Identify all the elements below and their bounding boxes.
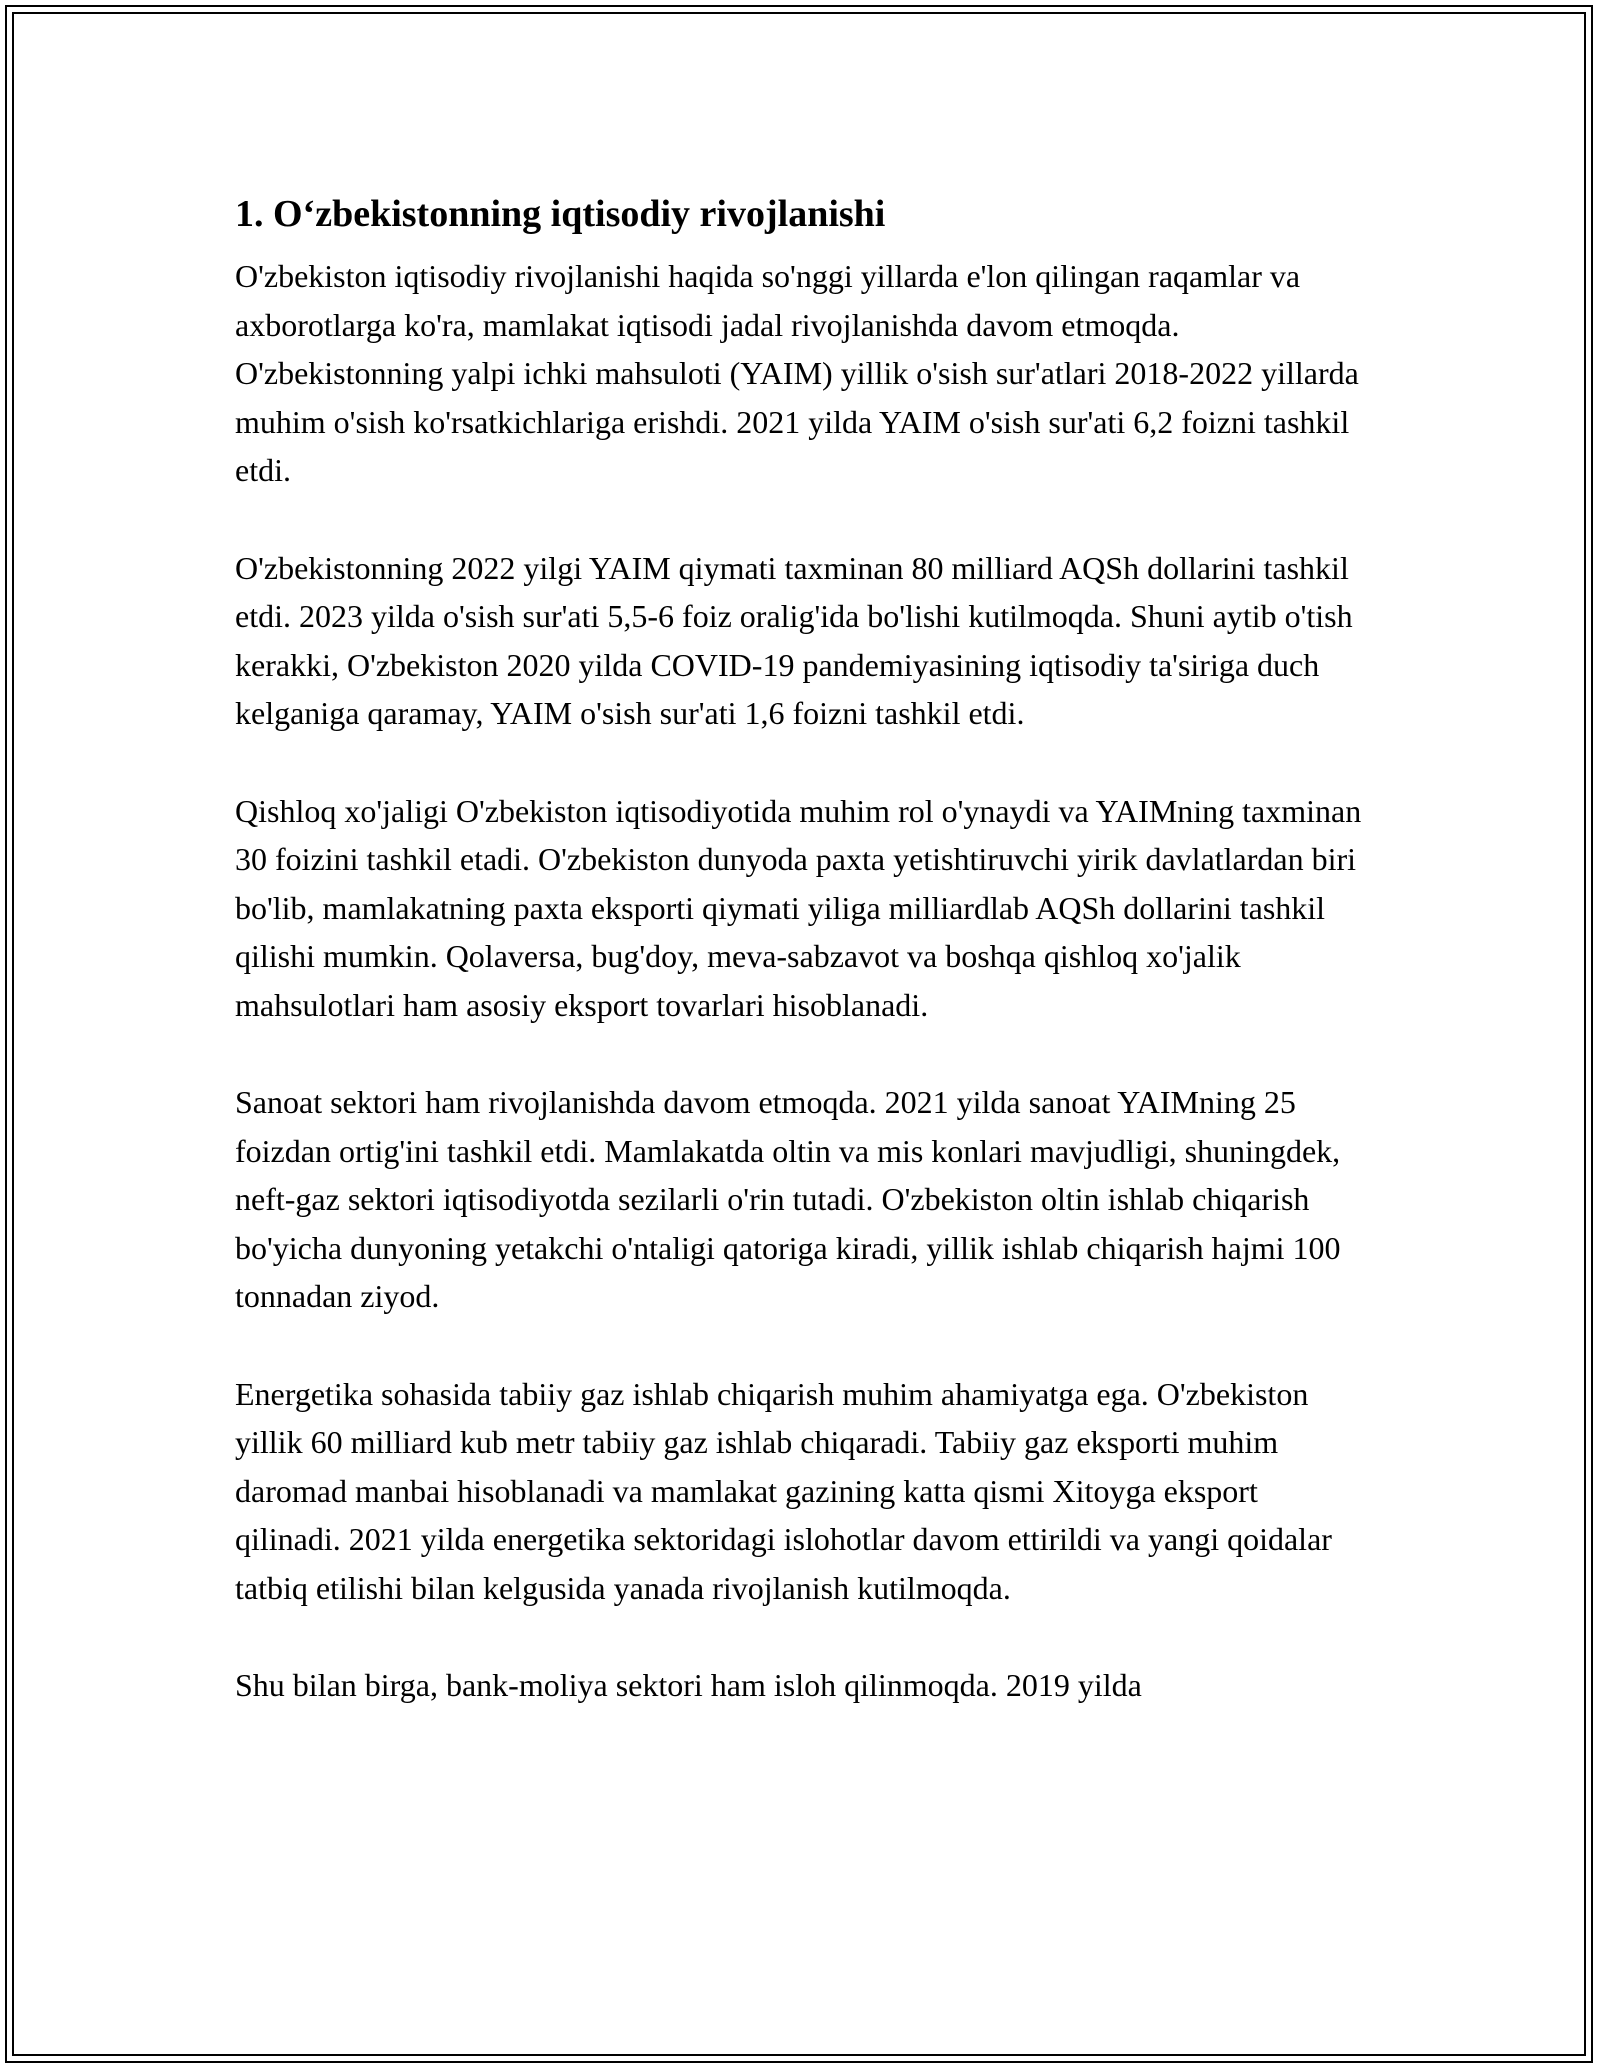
paragraph-gdp-growth: O'zbekiston iqtisodiy rivojlanishi haqida so'nggi yillarda e'lon qilingan raqamlar va axborotlarga ko'ra, mamlakat iqtisodi jadal rivojlanishda davom etmoqda. O'zbekistonning yalpi ichki mahsuloti (YAIM) yillik o'sish sur'atlari 2018-2022 yillarda muhim o'sish ko'rsatkichlariga erishdi. 2021 yilda YAIM o'sish sur'ati 6,2 foizni tashkil etdi. — [235, 258, 1359, 488]
paragraph-industry: Sanoat sektori ham rivojlanishda davom etmoqda. 2021 yilda sanoat YAIMning 25 foizdan ortig'ini tashkil etdi. Mamlakatda oltin va mis konlari mavjudligi, shuningdek, neft-gaz sektori iqtisodiyotda sezilarli o'rin tutadi. O'zbekiston oltin ishlab chiqarish bo'yicha dunyoning yetakchi o'ntaligi qatoriga kiradi, yillik ishlab chiqarish hajmi 100 tonnadan ziyod. — [235, 1084, 1341, 1314]
paragraph-agriculture: Qishloq xo'jaligi O'zbekiston iqtisodiyotida muhim rol o'ynaydi va YAIMning taxminan 30 foizini tashkil etadi. O'zbekiston dunyoda paxta yetishtiruvchi yirik davlatlardan biri bo'lib, mamlakatning paxta eksporti qiymati yiliga milliardlab AQSh dollarini tashkil qilishi mumkin. Qolaversa, bug'doy, meva-sabzavot va boshqa qishloq xo'jalik mahsulotlari ham asosiy eksport tovarlari hisoblanadi. — [235, 792, 1362, 1023]
paragraph-energy: Energetika sohasida tabiiy gaz ishlab chiqarish muhim ahamiyatga ega. O'zbekiston yillik 60 milliard kub metr tabiiy gaz ishlab chiqaradi. Tabiiy gaz eksporti muhim daromad manbai hisoblanadi va mamlakat gazining katta qismi Xitoyga eksport qilinadi. 2021 yilda energetika sektoridagi islohotlar davom ettirildi va yangi qoidalar tatbiq etilishi bilan kelgusida yanada rivojlanish kutilmoqda. — [235, 1375, 1332, 1606]
paragraph-gdp-value: O'zbekistonning 2022 yilgi YAIM qiymati taxminan 80 milliard AQSh dollarini tashkil etdi. 2023 yilda o'sish sur'ati 5,5-6 foiz oralig'ida bo'lishi kutilmoqda. Shuni aytib o'tish kerakki, O'zbekiston 2020 yilda COVID-19 pandemiyasining iqtisodiy ta'siriga duch kelganiga qaramay, YAIM o'sish sur'ati 1,6 foizni tashkil etdi. — [235, 549, 1353, 731]
paragraph-banking: Shu bilan birga, bank-moliya sektori ham isloh qilinmoqda. 2019 yilda — [235, 1667, 1142, 1703]
section-heading: 1. O‘zbekistonning iqtisodiy rivojlanishi — [235, 193, 886, 235]
document-body — [235, 186, 1365, 1759]
